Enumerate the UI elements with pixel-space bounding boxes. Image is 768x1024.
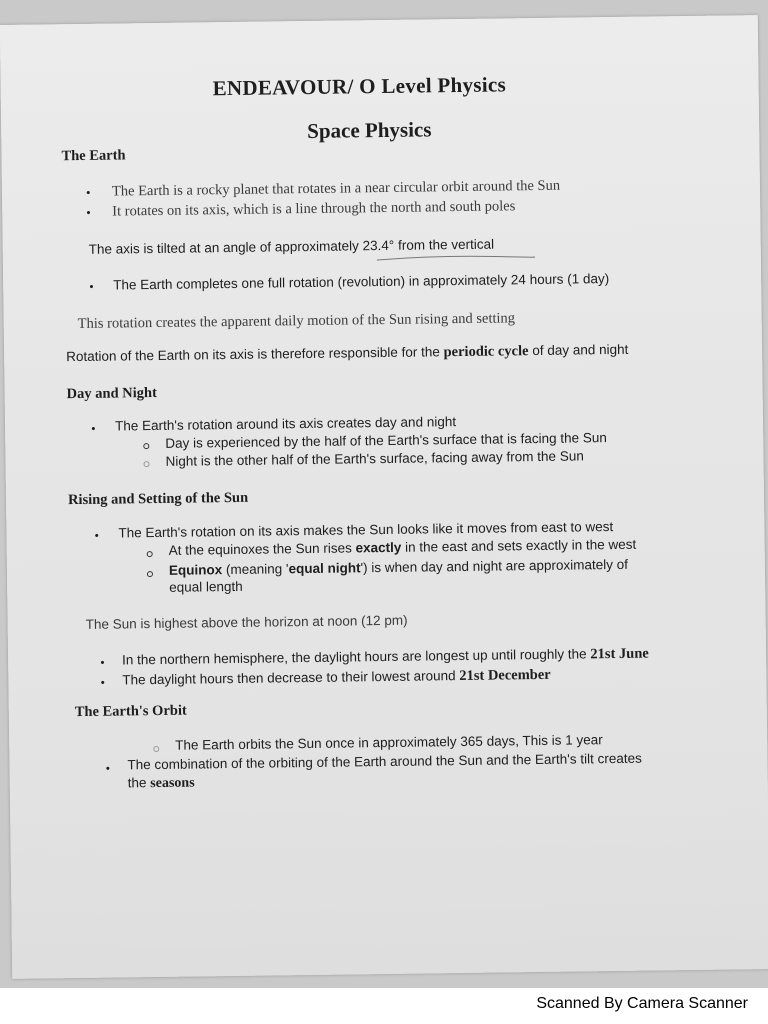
sub-bullet-circle-icon <box>147 571 153 577</box>
bullet-icon: • <box>90 420 96 436</box>
rising-bullet-1: The Earth's rotation on its axis makes the Sun looks like it moves from east to west <box>118 519 614 541</box>
bullet-icon: • <box>86 204 91 220</box>
rising-sub-1: At the equinoxes the Sun rises exactly in the east and sets exactly in the west <box>168 536 637 558</box>
section-heading-day-and-night: Day and Night <box>66 384 157 403</box>
day-night-sub-2: Night is the other half of the Earth's surface, facing away from the Sun <box>165 448 584 469</box>
sub-bullet-circle-icon <box>144 461 150 467</box>
bullet-icon: • <box>94 527 100 543</box>
orbit-bullet-1-continued: the seasons <box>127 775 195 792</box>
orbit-sub-1: The Earth orbits the Sun once in approximately 365 days, This is 1 year <box>175 732 603 753</box>
section-heading-earths-orbit: The Earth's Orbit <box>74 702 187 721</box>
bullet-icon: • <box>100 674 106 690</box>
scanner-watermark: Scanned By Camera Scanner <box>536 995 748 1012</box>
earth-bullet-3: The Earth completes one full rotation (revolution) in approximately 24 hours (1 day) <box>113 271 610 293</box>
earth-bullet-1: The Earth is a rocky planet that rotates in a near circular orbit around the Sun <box>111 177 561 200</box>
bullet-icon: • <box>89 278 94 294</box>
sub-bullet-circle-icon <box>143 443 149 449</box>
earth-axis-line: The axis is tilted at an angle of approximately 23.4° from the vertical <box>88 236 495 257</box>
earth-bullet-2: It rotates on its axis, which is a line through the north and south poles <box>112 198 516 220</box>
rising-paragraph: The Sun is highest above the horizon at noon (12 pm) <box>85 612 408 632</box>
earth-paragraph-2: Rotation of the Earth on its axis is therefore responsible for the periodic cycle of day and night <box>66 341 629 365</box>
rising-sub-2-continued: equal length <box>169 578 243 595</box>
rising-bullet-3: The daylight hours then decrease to their lowest around 21st December <box>122 666 551 688</box>
earth-paragraph-1: This rotation creates the apparent daily motion of the Sun rising and setting <box>77 310 516 333</box>
rising-sub-2: Equinox (meaning 'equal night') is when day and night are approximately of <box>168 556 629 578</box>
document-title: ENDEAVOUR/ O Level Physics <box>212 72 507 101</box>
rising-bullet-2: In the northern hemisphere, the daylight hours are longest up until roughly the 21st June <box>122 645 649 668</box>
section-heading-rising-setting: Rising and Setting of the Sun <box>67 489 249 509</box>
orbit-bullet-1: The combination of the orbiting of the Earth around the Sun and the Earth's tilt creates <box>127 750 642 773</box>
section-heading-the-earth: The Earth <box>61 147 126 165</box>
document-page <box>0 15 768 979</box>
bullet-icon: • <box>105 760 111 776</box>
sub-bullet-circle-icon <box>147 551 153 557</box>
handwritten-underline <box>375 253 535 263</box>
sub-bullet-circle-icon <box>153 746 159 752</box>
day-night-sub-1: Day is experienced by the half of the Earth's surface that is facing the Sun <box>165 430 607 451</box>
bullet-icon: • <box>85 184 91 200</box>
document-subtitle: Space Physics <box>307 117 432 143</box>
day-night-bullet-1: The Earth's rotation around its axis creates day and night <box>114 414 457 434</box>
bullet-icon: • <box>100 654 105 670</box>
